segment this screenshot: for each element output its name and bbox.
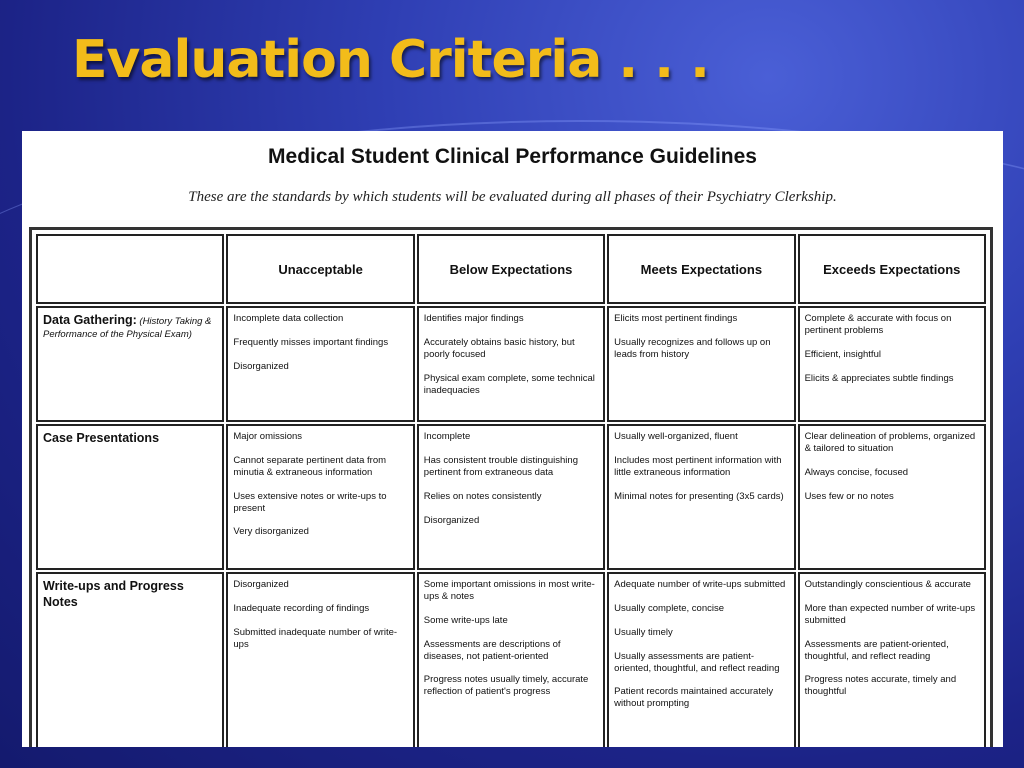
criterion: Disorganized: [233, 579, 289, 590]
criterion: Accurately obtains basic history, but poorly focused: [423, 336, 575, 360]
criterion: Some write-ups late: [423, 614, 508, 626]
criterion: Clear delineation of problems, organized & tailored to situation: [804, 431, 976, 454]
row-label-write-ups: [36, 572, 224, 747]
cell-unacceptable: [226, 306, 414, 422]
criterion: Always concise, focused: [804, 466, 909, 478]
criterion: Usually well-organized, fluent: [614, 431, 738, 442]
cell-below-expectations: [417, 306, 605, 422]
criterion: Uses extensive notes or write-ups to present: [233, 490, 387, 514]
criterion: Elicits & appreciates subtle findings: [804, 372, 954, 384]
criterion: Outstandingly conscientious & accurate: [804, 579, 971, 590]
row-label: Case Presentations: [43, 431, 160, 445]
criterion: Progress notes accurate, timely and thoughtful: [804, 674, 957, 698]
document-title: Medical Student Clinical Performance Guidelines: [268, 145, 757, 168]
criterion: Progress notes usually timely, accurate reflection of patient's progress: [423, 674, 589, 698]
header-row: [36, 234, 986, 304]
criterion: Minimal notes for presenting (3x5 cards): [614, 490, 784, 502]
criterion: Adequate number of write-ups submitted: [614, 579, 786, 590]
criterion: Major omissions: [233, 431, 303, 442]
criterion: Inadequate recording of findings: [233, 602, 370, 614]
criterion: Patient records maintained accurately without prompting: [614, 686, 774, 710]
header-exceeds-expectations: Exceeds Expectations: [798, 234, 986, 304]
criterion: Usually timely: [614, 626, 673, 638]
criterion: Identifies major findings: [423, 313, 524, 324]
cell-meets-expectations: [607, 424, 795, 570]
cell-below-expectations: [417, 572, 605, 747]
cell-exceeds-expectations: [798, 424, 986, 570]
document-subtitle: These are the standards by which students will be evaluated during all phases of their Psychiatry Clerkship.: [188, 189, 837, 205]
header-meets-expectations: Meets Expectations: [607, 234, 795, 304]
cell-exceeds-expectations: [798, 306, 986, 422]
table-row: [36, 424, 986, 570]
criterion: Incomplete data collection: [233, 313, 344, 324]
criterion: Physical exam complete, some technical inadequacies: [423, 372, 595, 396]
table-row: [36, 572, 986, 747]
header-below-expectations: Below Expectations: [417, 234, 605, 304]
row-label-data-gathering: [36, 306, 224, 422]
criterion: Incomplete: [423, 431, 471, 442]
criterion: Usually complete, concise: [614, 602, 724, 614]
criterion: More than expected number of write-ups submitted: [804, 602, 976, 626]
criterion: Submitted inadequate number of write-ups: [233, 626, 398, 650]
row-label-case-presentations: [36, 424, 224, 570]
cell-unacceptable: [226, 424, 414, 570]
criterion: Uses few or no notes: [804, 490, 894, 502]
cell-exceeds-expectations: [798, 572, 986, 747]
criterion: Assessments are descriptions of diseases, not patient-oriented: [423, 638, 561, 662]
slide-title: Evaluation Criteria . . .: [72, 30, 709, 90]
criterion: Elicits most pertinent findings: [614, 313, 738, 324]
corner-cell: [36, 234, 224, 304]
criterion: Usually recognizes and follows up on leads from history: [614, 336, 771, 360]
cell-meets-expectations: [607, 572, 795, 747]
row-label: Write-ups and Progress Notes: [43, 579, 184, 609]
criterion: Disorganized: [233, 360, 289, 372]
table-row: [36, 306, 986, 422]
criterion: Assessments are patient-oriented, thoughtful, and reflect reading: [804, 638, 949, 662]
cell-below-expectations: [417, 424, 605, 570]
cell-meets-expectations: [607, 306, 795, 422]
criteria-table: [29, 227, 993, 747]
row-label: Data Gathering:: [43, 313, 137, 327]
criterion: Some important omissions in most write-ups & notes: [423, 579, 595, 602]
criterion: Complete & accurate with focus on pertinent problems: [804, 313, 952, 336]
criterion: Frequently misses important findings: [233, 336, 389, 348]
criterion: Efficient, insightful: [804, 348, 881, 360]
criterion: Has consistent trouble distinguishing pertinent from extraneous data: [423, 454, 578, 478]
row-sublabel: (History Taking & Performance of the Physical Exam): [43, 316, 212, 340]
criterion: Includes most pertinent information with little extraneous information: [614, 454, 782, 478]
header-unacceptable: Unacceptable: [226, 234, 414, 304]
cell-unacceptable: [226, 572, 414, 747]
criterion: Very disorganized: [233, 526, 309, 538]
criterion: Disorganized: [423, 514, 480, 526]
guidelines-document: [22, 131, 1003, 747]
criterion: Usually assessments are patient-oriented, thoughtful, and reflect reading: [614, 650, 780, 674]
criterion: Relies on notes consistently: [423, 490, 542, 502]
criterion: Cannot separate pertinent data from minutia & extraneous information: [233, 454, 387, 478]
